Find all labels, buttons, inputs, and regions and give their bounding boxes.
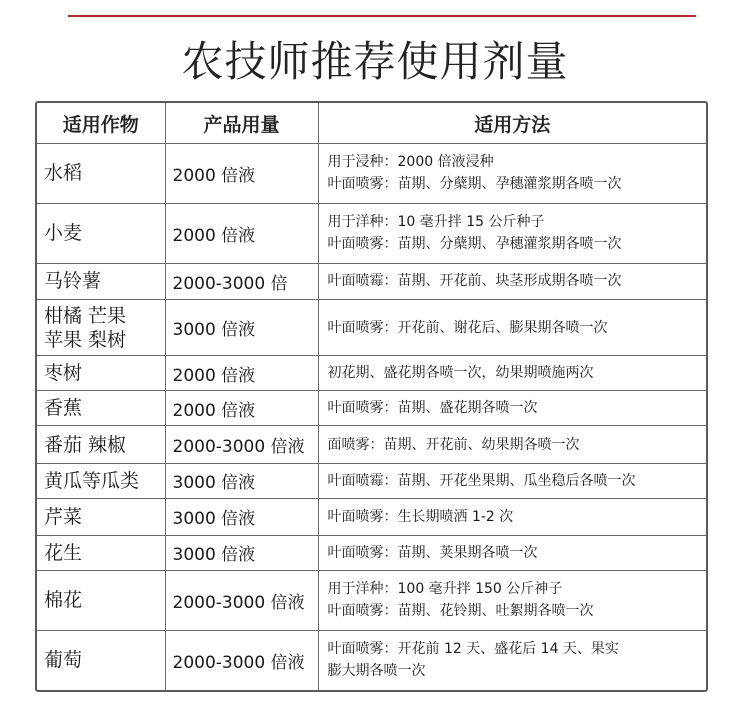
- dosage-cell: [165, 426, 318, 463]
- dosage-value: 2000-3000 倍液: [172, 652, 305, 673]
- table-row: [37, 463, 706, 498]
- crop-name: 枣树: [44, 362, 83, 385]
- dosage-value: 3000 倍液: [172, 320, 256, 341]
- method-line: 用于浸种：2000 倍液浸种: [327, 154, 494, 171]
- dosage-value: 2000 倍液: [172, 165, 256, 186]
- crop-cell: [37, 356, 165, 391]
- dosage-cell: [165, 144, 318, 204]
- dosage-value: 2000 倍液: [172, 365, 256, 386]
- crop-name: 棉花: [44, 589, 83, 612]
- dosage-cell: [165, 535, 318, 570]
- crop-cell: [37, 570, 165, 630]
- method-cell: [318, 299, 706, 356]
- method-cell: [318, 426, 706, 463]
- crop-cell: [37, 203, 165, 263]
- method-cell: [318, 570, 706, 630]
- table-row: [37, 356, 706, 391]
- method-cell: [318, 356, 706, 391]
- method-line: 叶面喷雾：苗期、盛花期各喷一次: [327, 400, 538, 417]
- method-line: 叶面喷雾：苗期、荚果期各喷一次: [327, 544, 538, 561]
- header-method: 适用方法: [318, 103, 706, 144]
- table-row: [37, 144, 706, 204]
- crop-cell: [37, 535, 165, 570]
- crop-cell: [37, 463, 165, 498]
- dosage-cell: [165, 463, 318, 498]
- table-row: [37, 391, 706, 426]
- method-cell: [318, 630, 706, 690]
- dosage-cell: [165, 391, 318, 426]
- crop-name: 芹菜: [44, 505, 83, 528]
- crop-cell: [37, 263, 165, 299]
- dosage-cell: [165, 203, 318, 263]
- method-line: 叶面喷霉：苗期、开花坐果期、瓜坐稳后各喷一次: [327, 472, 636, 489]
- dosage-value: 3000 倍液: [172, 545, 256, 566]
- method-cell: [318, 144, 706, 204]
- dosage-table-container: [35, 101, 708, 692]
- method-line: 叶面喷雾：苗期、分蘖期、孕穗灌浆期各喷一次: [327, 176, 622, 193]
- method-cell: [318, 463, 706, 498]
- method-cell: [318, 263, 706, 299]
- table-header-row: [37, 103, 706, 144]
- method-line: 叶面喷雾：苗期、分蘖期、孕穗灌浆期各喷一次: [327, 236, 622, 253]
- table-row: [37, 203, 706, 263]
- crop-name: 花生: [44, 541, 83, 564]
- method-line: 叶面喷雾：开花前、谢花后、膨果期各喷一次: [327, 319, 608, 336]
- dosage-value: 2000-3000 倍: [172, 273, 288, 294]
- dosage-cell: [165, 263, 318, 299]
- dosage-cell: [165, 570, 318, 630]
- method-line: 用于洋种：100 毫升拌 150 公斤神子: [327, 581, 563, 598]
- crop-cell: [37, 426, 165, 463]
- crop-name: 柑橘 芒果: [44, 304, 127, 327]
- page-title: 农技师推荐使用剂量: [181, 37, 569, 86]
- crop-cell: [37, 391, 165, 426]
- table-row: [37, 535, 706, 570]
- crop-cell: [37, 299, 165, 356]
- crop-name: 苹果 梨树: [44, 328, 127, 351]
- header-crop: 适用作物: [37, 103, 165, 144]
- dosage-table: [37, 103, 706, 690]
- dosage-value: 3000 倍液: [172, 509, 256, 530]
- table-row: [37, 263, 706, 299]
- crop-name: 黄瓜等瓜类: [44, 469, 140, 492]
- crop-name: 马铃薯: [44, 270, 102, 293]
- method-cell: [318, 391, 706, 426]
- table-row: [37, 299, 706, 356]
- method-cell: [318, 203, 706, 263]
- dosage-cell: [165, 356, 318, 391]
- table-row: [37, 426, 706, 463]
- crop-name: 葡萄: [44, 649, 83, 672]
- dosage-cell: [165, 498, 318, 535]
- method-cell: [318, 498, 706, 535]
- dosage-cell: [165, 630, 318, 690]
- crop-cell: [37, 498, 165, 535]
- crop-name: 香蕉: [44, 397, 83, 420]
- method-cell: [318, 535, 706, 570]
- top-divider: [68, 15, 696, 17]
- crop-name: 水稻: [44, 162, 83, 185]
- method-line: 叶面喷雾：苗期、花铃期、吐絮期各喷一次: [327, 603, 594, 620]
- dosage-value: 3000 倍液: [172, 473, 256, 494]
- method-line: 面喷雾：苗期、开花前、幼果期各喷一次: [327, 436, 580, 453]
- crop-cell: [37, 144, 165, 204]
- table-row: [37, 498, 706, 535]
- method-line: 叶面喷霉：苗期、开花前、块茎形成期各喷一次: [327, 273, 622, 290]
- method-line: 初花期、盛花期各喷一次，幼果期喷施两次: [327, 365, 594, 382]
- dosage-value: 2000-3000 倍液: [172, 592, 305, 613]
- crop-name: 小麦: [44, 222, 83, 245]
- method-line: 膨大期各喷一次: [327, 663, 426, 680]
- table-row: [37, 630, 706, 690]
- header-dosage: 产品用量: [165, 103, 318, 144]
- crop-cell: [37, 630, 165, 690]
- method-line: 叶面喷雾：生长期喷洒 1-2 次: [327, 508, 514, 525]
- method-line: 用于洋种：10 毫升拌 15 公斤种子: [327, 214, 545, 231]
- dosage-value: 2000 倍液: [172, 225, 256, 246]
- crop-name: 番茄 辣椒: [44, 433, 127, 456]
- dosage-value: 2000-3000 倍液: [172, 437, 305, 458]
- dosage-value: 2000 倍液: [172, 400, 256, 421]
- dosage-cell: [165, 299, 318, 356]
- table-row: [37, 570, 706, 630]
- method-line: 叶面喷雾：开花前 12 天、盛花后 14 天、果实: [327, 641, 619, 658]
